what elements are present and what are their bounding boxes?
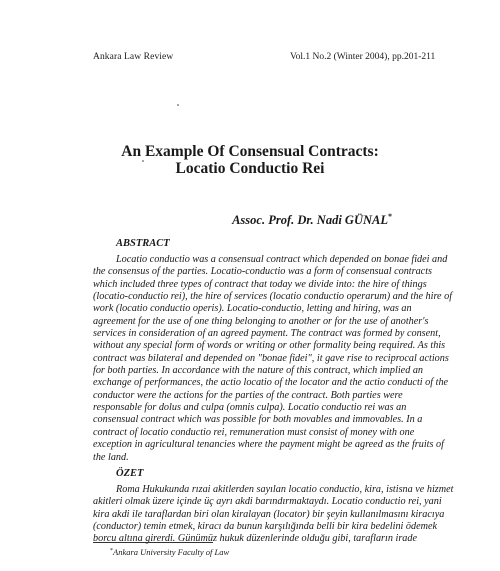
abstract-line: the land. (93, 451, 129, 463)
author-footnote-mark: * (388, 212, 392, 221)
ozet-line: Roma Hukukunda rızai akitlerden sayılan locatio conductio, kira, istisna ve hizmet (116, 484, 454, 495)
abstract-line: services in consideration of an agreed payment. The contract was formed by consent, (93, 328, 441, 340)
title-line-2: Locatio Conductio Rei (175, 160, 325, 177)
abstract-line: work (locatio conductio operis). Locatio-conductio, letting and hiring, was an (93, 303, 412, 315)
journal-name: Ankara Law Review (93, 52, 174, 62)
scan-speck (142, 160, 144, 162)
author-name: Assoc. Prof. Dr. Nadi GÜNAL (232, 213, 388, 227)
footnote-text: Ankara University Faculty of Law (113, 547, 230, 557)
ozet-line: borcu altına girerdi. Günümüz hukuk düzenlerinde olduğu gibi, tarafların irade (93, 533, 417, 545)
abstract-body (93, 254, 453, 464)
abstract-heading: ABSTRACT (116, 238, 170, 249)
abstract-line: which included three types of contract that today we divide into: the hire of things (93, 278, 427, 290)
ozet-heading: ÖZET (116, 468, 144, 479)
ozet-body (93, 484, 454, 546)
footnote (110, 547, 229, 557)
title-line-1: An Example Of Consensual Contracts: (121, 143, 379, 160)
footnote-rule (93, 542, 213, 543)
abstract-line: consensual contract which was possible for both movables and immovables. In a (93, 414, 423, 426)
ozet-line: (conductor) temin etmek, kiracı da bunun karşılığında belli bir kira bedelini ödemek (93, 521, 438, 533)
abstract-line: agreement for the use of one thing belonging to another or for the use of another's (93, 315, 429, 327)
author-line (232, 212, 392, 228)
footnote-mark: * (110, 548, 113, 554)
abstract-line: the consensus of the parties. Locatio-conductio was a form of consensual contracts (93, 266, 432, 278)
abstract-line: without any special form of words or writing or other formality being required. As this (93, 340, 446, 352)
issue-info: Vol.1 No.2 (Winter 2004), pp.201-211 (290, 52, 436, 62)
abstract-line: responsable for dolus and culpa (omnis culpa). Locatio conductio rei was an (93, 402, 407, 414)
scan-speck (177, 104, 179, 106)
ozet-line: akitleri olmak üzere içinde üç ayrı akdi barındırmaktaydı. Locatio conductio rei, yani (93, 496, 442, 508)
abstract-line: contract of locatio conductio rei, remuneration must consist of money with one (93, 426, 415, 438)
abstract-line: conductor were the actions for the parties of the contract. Both parties were (93, 389, 403, 401)
abstract-line: Locatio conductio was a consensual contract which depended on bonae fidei and (116, 254, 448, 265)
abstract-line: exchange of performances, the actio locatio of the locator and the actio conducti of the (93, 377, 449, 389)
abstract-line: contract was bilateral and depended on "bonae fidei", it gave rise to reciprocal actions (93, 352, 449, 364)
abstract-line: exception in agricultural tenancies where the payment might be agreed as the fruits of (93, 439, 444, 451)
ozet-line: kira akdi ile taraflardan biri olan kiralayan (locator) bir şeyin kullanılmasını kiracıya (93, 508, 445, 520)
abstract-line: (locatio-conductio rei), the hire of services (locatio conductio operarum) and the hire of (93, 291, 453, 303)
abstract-line: for both parties. In accordance with the nature of this contract, which implied an (93, 365, 424, 377)
